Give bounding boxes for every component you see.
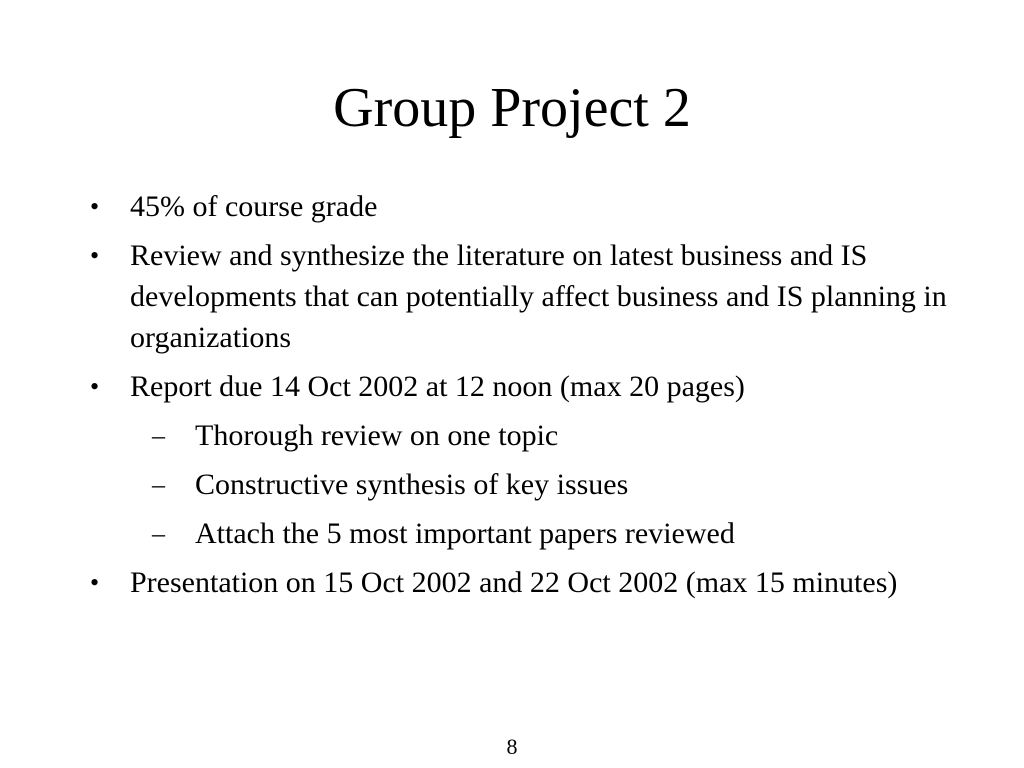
sub-bullet-marker: – bbox=[152, 519, 165, 548]
sub-bullet-marker: – bbox=[152, 470, 165, 499]
bullet-text: 45% of course grade bbox=[130, 190, 378, 223]
sub-bullet-item bbox=[130, 415, 950, 456]
sub-bullet-item bbox=[130, 513, 950, 554]
sub-bullet-text: Constructive synthesis of key issues bbox=[195, 468, 629, 501]
sub-bullet-item bbox=[130, 464, 950, 505]
sub-bullet-text: Attach the 5 most important papers reviewed bbox=[195, 517, 735, 550]
bullet-marker: • bbox=[90, 192, 100, 221]
bullet-item bbox=[90, 366, 950, 554]
bullet-text: Presentation on 15 Oct 2002 and 22 Oct 2002 (max 15 minutes) bbox=[130, 566, 898, 599]
bullet-item bbox=[90, 235, 950, 358]
bullet-list bbox=[90, 186, 950, 611]
bullet-item bbox=[90, 186, 950, 227]
sub-bullet-text: Thorough review on one topic bbox=[195, 419, 559, 452]
bullet-text: Report due 14 Oct 2002 at 12 noon (max 20 pages) bbox=[130, 370, 745, 403]
bullet-text: Review and synthesize the literature on latest business and IS developments that can potentially affect business and IS planning in organizations bbox=[130, 239, 947, 354]
sub-bullet-list bbox=[130, 415, 950, 554]
bullet-item bbox=[90, 562, 950, 603]
bullet-marker: • bbox=[90, 241, 100, 270]
page-number: 8 bbox=[506, 734, 518, 759]
sub-bullet-marker: – bbox=[152, 421, 165, 450]
bullet-marker: • bbox=[90, 372, 100, 401]
slide-title: Group Project 2 bbox=[333, 77, 691, 139]
bullet-marker: • bbox=[90, 568, 100, 597]
